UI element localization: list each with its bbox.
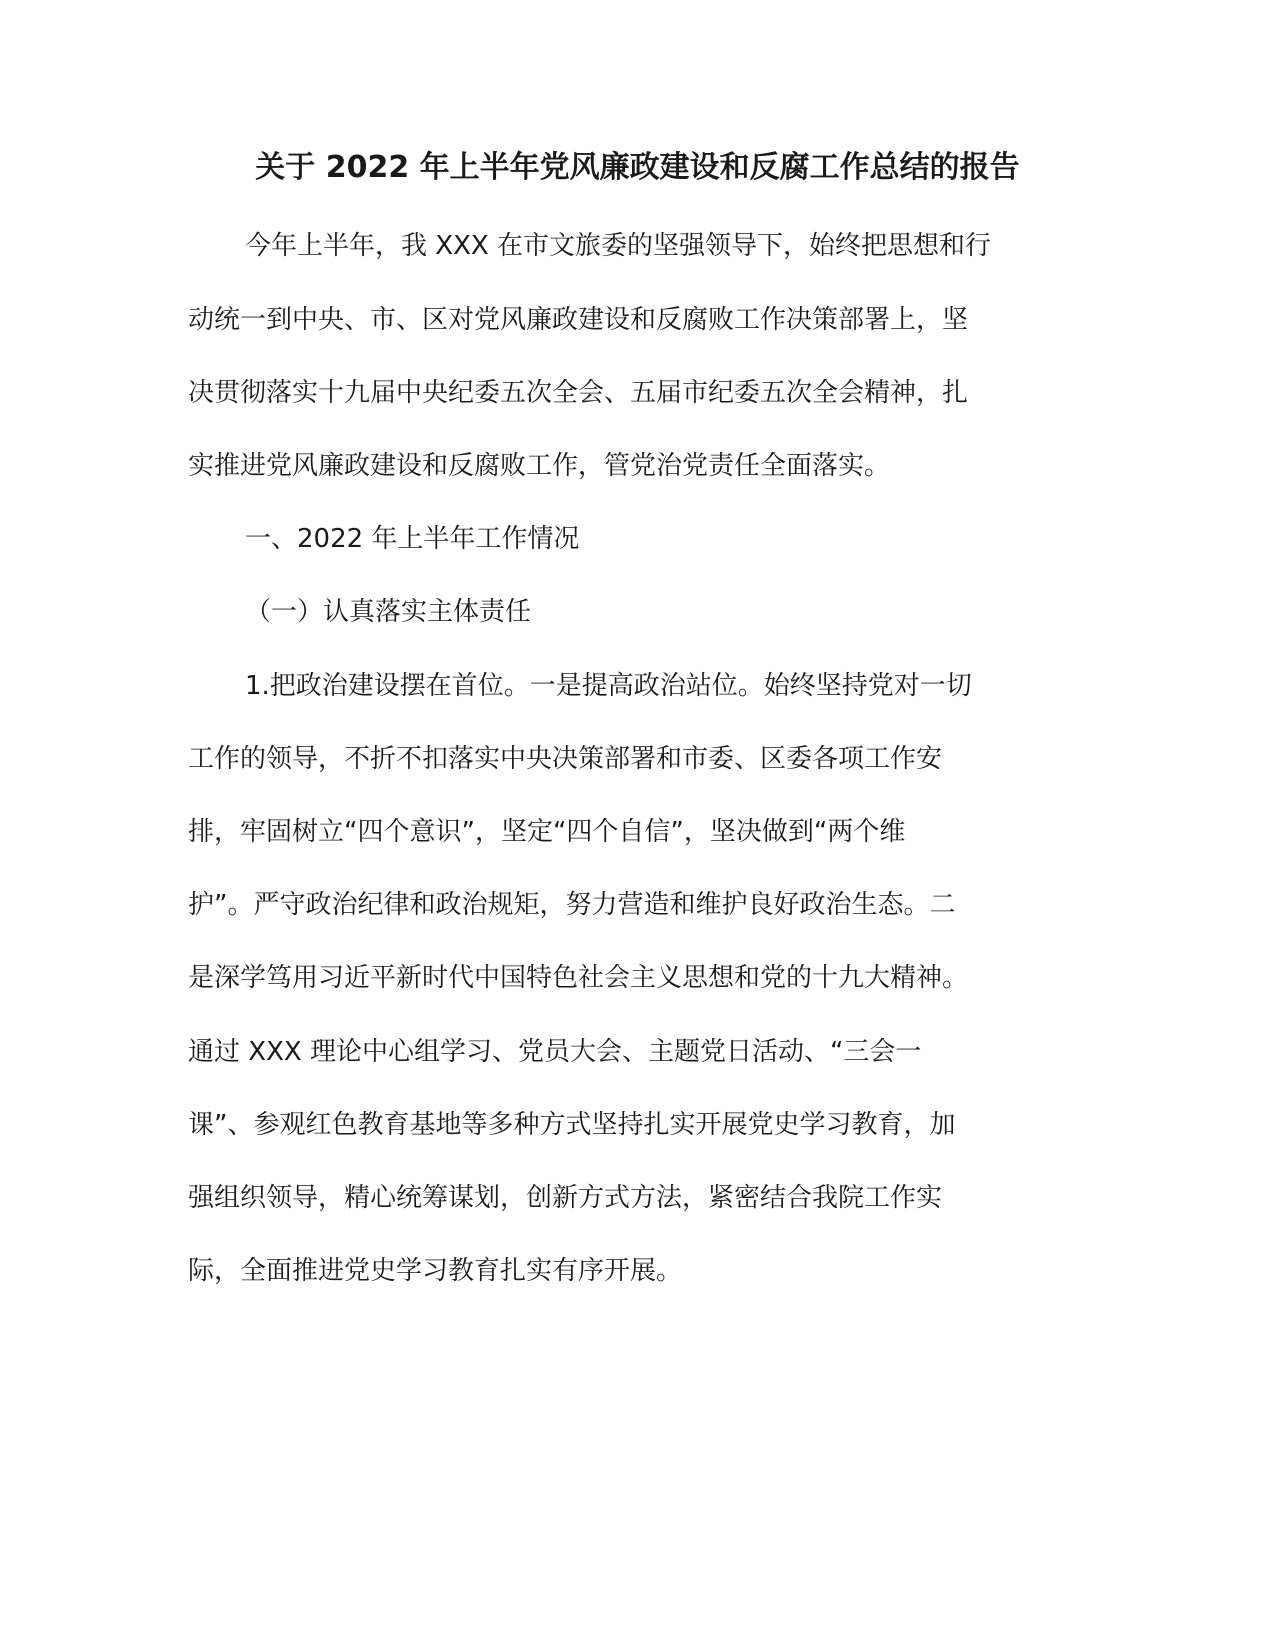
paragraph-intro-line-1: 今年上半年，我 XXX 在市文旅委的坚强领导下，始终把思想和行: [245, 231, 991, 261]
subsection-heading: （一）认真落实主体责任: [245, 597, 532, 627]
section-heading: 一、2022 年上半年工作情况: [245, 524, 580, 554]
paragraph-item-line-4: 护”。严守政治纪律和政治规矩，努力营造和维护良好政治生态。二: [188, 890, 956, 920]
paragraph-intro-line-4: 实推进党风廉政建设和反腐败工作，管党治党责任全面落实。: [188, 451, 891, 481]
paragraph-item-line-6: 通过 XXX 理论中心组学习、党员大会、主题党日活动、“三会一: [188, 1037, 922, 1067]
paragraph-item-line-3: 排，牢固树立“四个意识”，坚定“四个自信”，坚决做到“两个维: [188, 817, 906, 847]
document-title: 关于 2022 年上半年党风廉政建设和反腐工作总结的报告: [255, 150, 1020, 185]
paragraph-intro-line-2: 动统一到中央、市、区对党风廉政建设和反腐败工作决策部署上，坚: [188, 305, 969, 335]
paragraph-item-line-8: 强组织领导，精心统筹谋划，创新方式方法，紧密结合我院工作实: [188, 1183, 943, 1213]
paragraph-item-line-5: 是深学笃用习近平新时代中国特色社会主义思想和党的十九大精神。: [188, 963, 969, 993]
paragraph-item-line-7: 课”、参观红色教育基地等多种方式坚持扎实开展党史学习教育，加: [188, 1110, 956, 1140]
paragraph-item-line-9: 际，全面推进党史学习教育扎实有序开展。: [188, 1256, 683, 1286]
paragraph-item-line-2: 工作的领导，不折不扣落实中央决策部署和市委、区委各项工作安: [188, 744, 943, 774]
paragraph-item-line-1: 1.把政治建设摆在首位。一是提高政治站位。始终坚持党对一切: [245, 671, 972, 701]
paragraph-intro-line-3: 决贯彻落实十九届中央纪委五次全会、五届市纪委五次全会精神，扎: [188, 378, 969, 408]
